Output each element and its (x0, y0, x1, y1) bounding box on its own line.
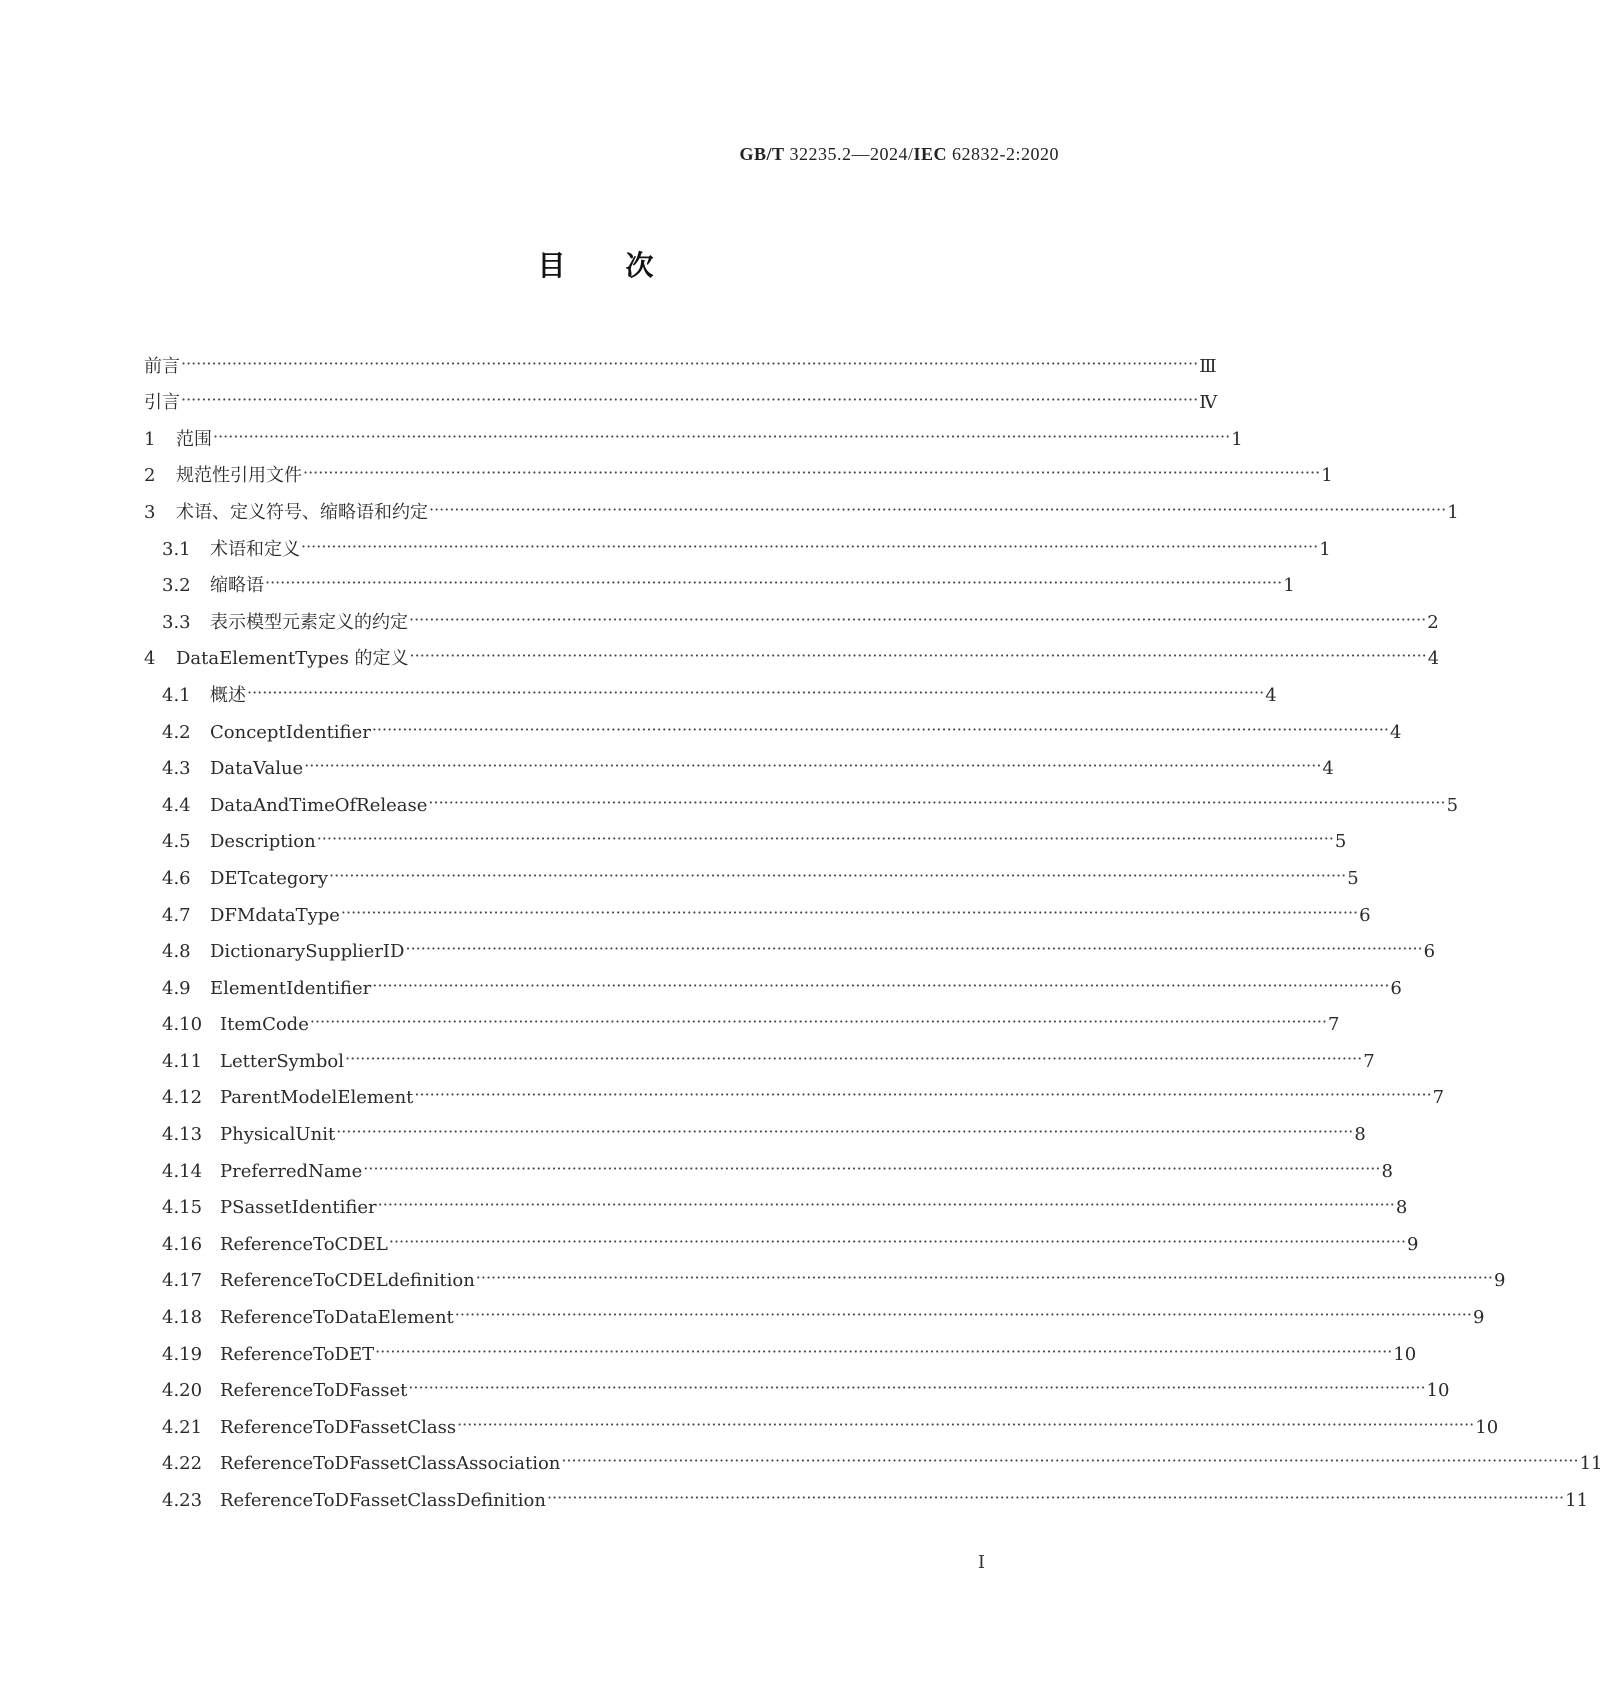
toc-dot-leader: ········································································································································································································ (265, 573, 1283, 593)
toc-entry-label: PreferredName (220, 1160, 363, 1182)
toc-entry-page: 1 (1283, 575, 1295, 597)
toc-entry-label: DictionarySupplierID (210, 941, 405, 963)
toc-entry-label: 缩略语 (210, 575, 264, 597)
toc-entry-number: 1 (144, 428, 156, 450)
toc-entry-label: ReferenceToDFassetClass (220, 1416, 457, 1438)
toc-entry-number: 4.14 (162, 1160, 203, 1182)
toc-dot-leader: ········································································································································································································ (371, 719, 1390, 739)
toc-dot-leader: ········································································································································································································ (336, 1122, 1354, 1142)
toc-dot-leader: ········································································································································································································ (408, 1378, 1426, 1398)
toc-entry[interactable] (144, 452, 1333, 489)
toc-dot-leader: ········································································································································································································ (428, 792, 1446, 812)
toc-entry-number: 4.22 (162, 1453, 203, 1475)
toc-dot-leader: ········································································································································································································ (429, 499, 1447, 519)
toc-entry[interactable] (144, 488, 1459, 525)
toc-entry[interactable] (144, 562, 1295, 599)
toc-entry-number: 4.20 (162, 1380, 203, 1402)
toc-entry-label: ReferenceToDataElement (220, 1307, 454, 1329)
toc-entry-page: 10 (1393, 1343, 1417, 1365)
toc-entry-label: ReferenceToDFassetClassAssociation (220, 1453, 561, 1475)
toc-entry-page: 8 (1354, 1124, 1366, 1146)
toc-entry-label: DataElementTypes 的定义 (176, 648, 409, 670)
toc-dot-leader: ········································································································································································································ (303, 463, 1321, 483)
toc-entry-page: 11 (1565, 1490, 1589, 1511)
toc-entry-number: 4.12 (162, 1087, 203, 1109)
toc-entry[interactable] (144, 781, 1459, 818)
toc-entry[interactable] (144, 854, 1359, 891)
std-prefix: GB/T (739, 144, 785, 164)
toc-entry-page: Ⅲ (1199, 355, 1217, 377)
toc-entry-label: 规范性引用文件 (176, 465, 302, 487)
toc-entry-label: ReferenceToDFasset (220, 1380, 408, 1402)
toc-entry-page: 9 (1407, 1233, 1419, 1255)
toc-entry-number: 4.1 (162, 684, 191, 706)
toc-entry-page: 4 (1265, 684, 1277, 706)
toc-entry-label: 概述 (210, 684, 246, 706)
toc-entry[interactable] (144, 415, 1243, 452)
toc-dot-leader: ········································································································································································································ (304, 756, 1322, 776)
toc-entry[interactable] (144, 964, 1402, 1001)
toc-dot-leader: ········································································································································································································ (377, 1195, 1395, 1215)
toc-dot-leader: ········································································································································································································ (372, 975, 1390, 995)
toc-entry-label: Description (210, 831, 316, 853)
toc-entry-label: ItemCode (220, 1014, 309, 1036)
toc-dot-leader: ········································································································································································································ (409, 609, 1427, 629)
toc-entry[interactable] (144, 1367, 1450, 1404)
toc-dot-leader: ········································································································································································································ (405, 939, 1423, 959)
toc-entry-number: 4.13 (162, 1124, 203, 1146)
toc-dot-leader: ········································································································································································································ (301, 536, 1319, 556)
toc-entry-label: 表示模型元素定义的约定 (210, 611, 408, 633)
toc-entry-label: ReferenceToCDEL (220, 1233, 388, 1255)
toc-entry[interactable] (144, 1037, 1375, 1074)
toc-entry-page: 4 (1427, 648, 1440, 670)
toc-entry-page: 5 (1446, 794, 1459, 816)
toc-entry-label: 范围 (176, 428, 212, 450)
toc-entry-number: 2 (144, 465, 156, 487)
toc-dot-leader: ········································································································································································································ (363, 1158, 1381, 1178)
toc-entry-label: DFMdataType (210, 904, 340, 926)
toc-entry-label: 引言 (144, 392, 180, 414)
toc-entry[interactable] (144, 342, 1217, 379)
toc-entry[interactable] (144, 1110, 1366, 1147)
toc-entry-page: 10 (1475, 1416, 1499, 1438)
toc-entry-number: 4.3 (162, 758, 191, 780)
toc-dot-leader: ········································································································································································································ (345, 1048, 1363, 1068)
iec-number: 62832-2:2020 (952, 144, 1059, 164)
toc-dot-leader: ········································································································································································································ (375, 1341, 1393, 1361)
toc-dot-leader: ········································································································································································································ (213, 426, 1231, 446)
toc-entry-label: ReferenceToCDELdefinition (220, 1270, 475, 1292)
toc-entry-label: PSassetIdentifier (220, 1197, 377, 1219)
iec-prefix: IEC (913, 144, 947, 164)
toc-entry-number: 4.11 (162, 1050, 203, 1072)
toc-entry-page: 2 (1427, 611, 1439, 633)
toc-dot-leader: ········································································································································································································ (546, 1488, 1565, 1507)
toc-entry-label: 术语、定义符号、缩略语和约定 (176, 501, 428, 523)
toc-entry-number: 4.18 (162, 1307, 203, 1329)
toc-entry-number: 4.21 (162, 1416, 203, 1438)
toc-entry[interactable] (144, 1147, 1393, 1184)
toc-dot-leader: ········································································································································································································ (181, 390, 1199, 410)
page-number: I (977, 1552, 985, 1573)
page-title: 目次 (537, 249, 714, 282)
toc-entry-number: 4.5 (162, 831, 191, 853)
toc-entry[interactable] (144, 1476, 1589, 1513)
toc-entry-label: LetterSymbol (220, 1050, 345, 1072)
toc-entry-number: 4.16 (162, 1233, 203, 1255)
toc-entry-page: Ⅳ (1199, 392, 1218, 414)
toc-entry-page: 10 (1426, 1380, 1450, 1402)
toc-dot-leader: ········································································································································································································ (316, 829, 1334, 849)
toc-entry-number: 4.17 (162, 1270, 203, 1292)
toc-entry[interactable] (144, 1257, 1506, 1294)
toc-entry[interactable] (144, 1074, 1445, 1111)
toc-entry-label: 术语和定义 (210, 538, 300, 560)
toc-entry-page: 7 (1328, 1014, 1340, 1036)
toc-entry-page: 4 (1390, 721, 1402, 743)
toc-entry-number: 4.10 (162, 1014, 203, 1036)
toc-entry-page: 8 (1381, 1160, 1393, 1182)
toc-entry-page: 6 (1423, 941, 1436, 963)
toc-entry-page: 6 (1390, 977, 1402, 999)
toc-entry-label: DETcategory (210, 867, 329, 889)
toc-entry[interactable] (144, 1184, 1408, 1221)
toc-entry-label: ConceptIdentifier (210, 721, 371, 743)
toc-entry-label: PhysicalUnit (220, 1124, 336, 1146)
toc-entry-label: 前言 (144, 355, 180, 377)
toc-entry-number: 4.7 (162, 904, 191, 926)
toc-dot-leader: ········································································································································································································ (414, 1085, 1432, 1105)
toc-entry-label: ReferenceToDFassetClassDefinition (220, 1490, 546, 1511)
toc-entry-number: 4.15 (162, 1197, 203, 1219)
toc-entry[interactable] (144, 1440, 1602, 1477)
toc-dot-leader: ········································································································································································································ (309, 1012, 1328, 1032)
toc-entry-number: 3 (144, 501, 156, 523)
toc-entry-page: 4 (1322, 758, 1334, 780)
toc-dot-leader: ········································································································································································································ (561, 1451, 1579, 1471)
toc-entry-page: 6 (1359, 904, 1371, 926)
toc-entry-page: 1 (1319, 538, 1331, 560)
toc-entry[interactable] (144, 891, 1371, 928)
standard-number-header (739, 144, 1059, 165)
toc-dot-leader: ········································································································································································································ (340, 902, 1359, 922)
toc-entry-number: 4.6 (162, 867, 191, 889)
toc-entry-number: 3.1 (162, 538, 191, 560)
toc-entry[interactable] (144, 745, 1334, 782)
toc-entry-number: 3.2 (162, 575, 191, 597)
toc-entry[interactable] (144, 1403, 1499, 1440)
toc-entry-page: 9 (1493, 1270, 1506, 1292)
toc-entry-page: 5 (1334, 831, 1347, 853)
toc-dot-leader: ········································································································································································································ (475, 1268, 1493, 1288)
toc-entry-number: 4.23 (162, 1490, 203, 1511)
toc-entry-page: 1 (1231, 428, 1243, 450)
toc-entry[interactable] (144, 598, 1439, 635)
toc-entry-page: 8 (1395, 1197, 1408, 1219)
toc-dot-leader: ········································································································································································································ (454, 1305, 1472, 1325)
toc-entry[interactable] (144, 671, 1277, 708)
toc-entry-page: 7 (1432, 1087, 1445, 1109)
toc-entry[interactable] (144, 379, 1218, 416)
toc-entry[interactable] (144, 818, 1347, 855)
toc-dot-leader: ········································································································································································································ (457, 1414, 1475, 1434)
toc-entry-label: DataValue (210, 758, 304, 780)
toc-entry[interactable] (144, 1220, 1419, 1257)
toc-entry[interactable] (144, 708, 1402, 745)
toc-entry[interactable] (144, 928, 1436, 965)
toc-entry-page: 5 (1347, 867, 1359, 889)
toc-entry[interactable] (144, 1001, 1340, 1038)
toc-entry-page: 11 (1579, 1453, 1602, 1475)
std-number: 32235.2—2024/ (789, 144, 914, 164)
toc-entry-label: ParentModelElement (220, 1087, 414, 1109)
toc-entry-label: DataAndTimeOfRelease (210, 794, 428, 816)
toc-entry-label: ElementIdentifier (210, 977, 372, 999)
toc-entry[interactable] (144, 525, 1331, 562)
toc-entry[interactable] (144, 635, 1440, 672)
toc-entry[interactable] (144, 1330, 1417, 1367)
toc-dot-leader: ········································································································································································································ (388, 1231, 1407, 1251)
toc-dot-leader: ········································································································································································································ (329, 865, 1347, 885)
toc-dot-leader: ········································································································································································································ (181, 353, 1199, 373)
toc-entry-page: 9 (1472, 1307, 1485, 1329)
toc-entry-number: 4.2 (162, 721, 191, 743)
toc-dot-leader: ········································································································································································································ (247, 682, 1265, 702)
toc-entry-number: 4.8 (162, 941, 191, 963)
toc-entry-number: 4.9 (162, 977, 191, 999)
toc-entry-page: 1 (1321, 465, 1333, 487)
toc-entry-number: 3.3 (162, 611, 191, 633)
toc-entry-number: 4.19 (162, 1343, 203, 1365)
table-of-contents (144, 342, 1602, 1513)
toc-entry-number: 4.4 (162, 794, 191, 816)
toc-entry-number: 4 (144, 648, 156, 670)
toc-entry[interactable] (144, 1293, 1485, 1330)
toc-entry-page: 7 (1363, 1050, 1375, 1072)
toc-entry-label: ReferenceToDET (220, 1343, 375, 1365)
toc-dot-leader: ········································································································································································································ (409, 646, 1427, 666)
toc-entry-page: 1 (1447, 501, 1459, 523)
